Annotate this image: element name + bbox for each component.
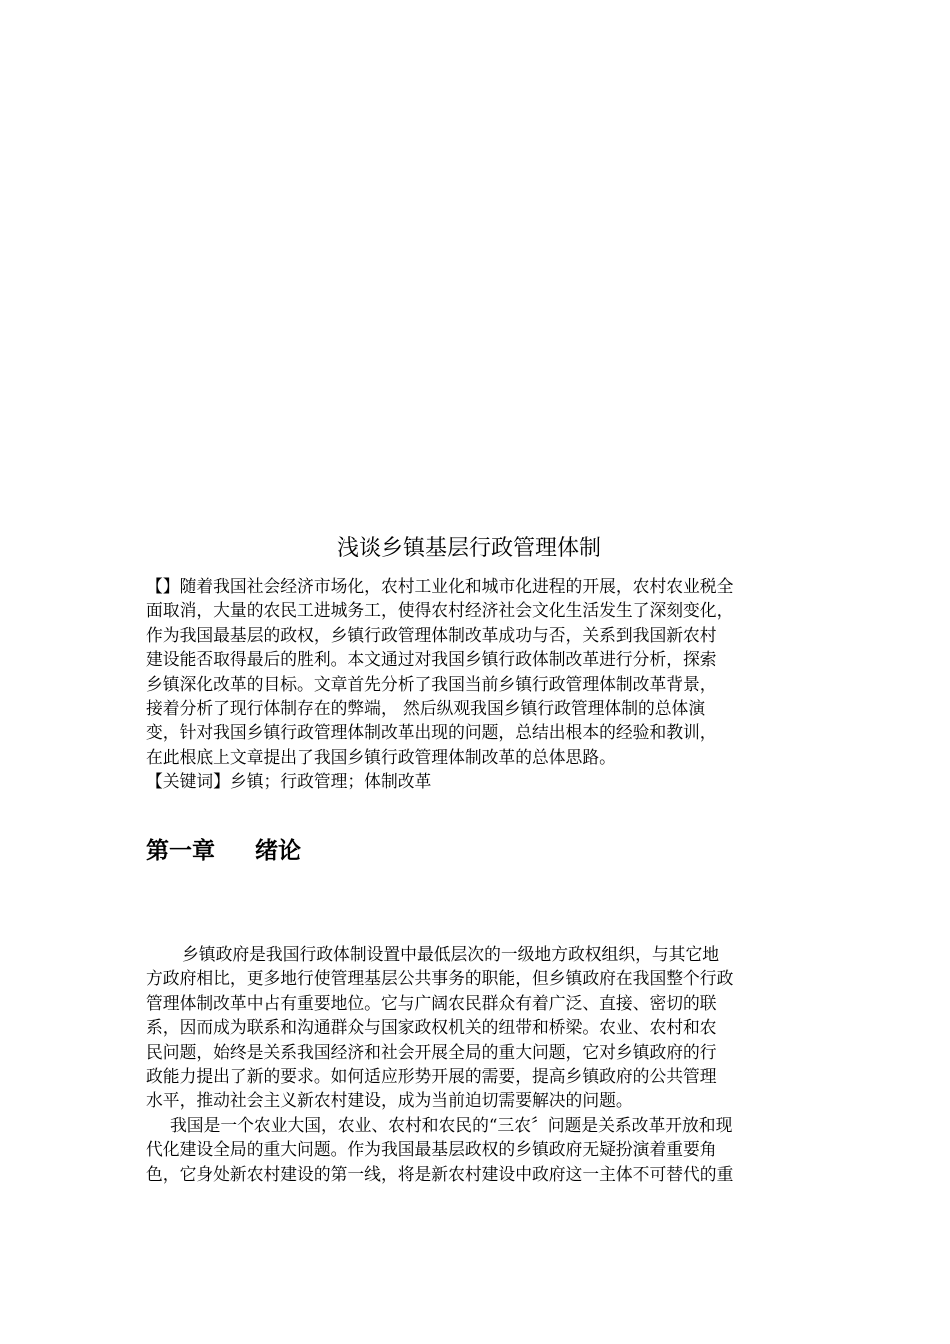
- body-section: [146, 942, 806, 1186]
- abstract-line: 乡镇深化改革的目标。文章首先分析了我国当前乡镇行政管理体制改革背景，: [146, 673, 717, 694]
- body-line: 管理体制改革中占有重要地位。它与广阔农民群众有着广泛、直接、密切的联: [146, 992, 717, 1013]
- body-line: 色，它身处新农村建设的第一线，将是新农村建设中政府这一主体不可替代的重: [146, 1163, 734, 1184]
- document-title: 浅谈乡镇基层行政管理体制: [336, 536, 601, 561]
- body-line: 代化建设全局的重大问题。作为我国最基层政权的乡镇政府无疑扮演着重要角: [146, 1139, 717, 1160]
- abstract-line: 面取消，大量的农民工进城务工，使得农村经济社会文化生活发生了深刻变化，: [146, 600, 734, 621]
- abstract-line: 在此根底上文章提出了我国乡镇行政管理体制改革的总体思路。: [146, 746, 616, 767]
- abstract-line: 作为我国最基层的政权，乡镇行政管理体制改革成功与否，关系到我国新农村: [146, 624, 717, 645]
- chapter-name: 绪论: [255, 838, 301, 864]
- body-line: 我国是一个农业大国，农业、农村和农民的“三农〞问题是关系改革开放和现: [170, 1114, 733, 1135]
- body-line: 方政府相比，更多地行使管理基层公共事务的职能，但乡镇政府在我国整个行政: [146, 968, 734, 989]
- chapter-heading: [146, 834, 301, 868]
- body-line: 系，因而成为联系和沟通群众与国家政权机关的纽带和桥梁。农业、农村和农: [146, 1017, 717, 1038]
- chapter-number: 第一章: [146, 838, 215, 864]
- abstract-section: [146, 574, 806, 794]
- body-line: 乡镇政府是我国行政体制设置中最低层次的一级地方政权组织，与其它地: [182, 944, 720, 964]
- abstract-line: 变，针对我国乡镇行政管理体制改革出现的问题，总结出根本的经验和教训，: [146, 722, 717, 743]
- abstract-line: 【】随着我国社会经济市场化，农村工业化和城市化进程的开展，农村农业税全: [146, 576, 734, 596]
- keywords-line: 【关键词】乡镇；行政管理；体制改革: [146, 771, 432, 792]
- body-line: 水平，推动社会主义新农村建设，成为当前迫切需要解决的问题。: [146, 1090, 633, 1111]
- body-line: 政能力提出了新的要求。如何适应形势开展的需要，提高乡镇政府的公共管理: [146, 1066, 717, 1087]
- body-line: 民问题，始终是关系我国经济和社会开展全局的重大问题，它对乡镇政府的行: [146, 1041, 717, 1062]
- abstract-line: 建设能否取得最后的胜利。本文通过对我国乡镇行政体制改革进行分析，探索: [146, 649, 717, 670]
- abstract-line: 接着分析了现行体制存在的弊端， 然后纵观我国乡镇行政管理体制的总体演: [146, 698, 706, 719]
